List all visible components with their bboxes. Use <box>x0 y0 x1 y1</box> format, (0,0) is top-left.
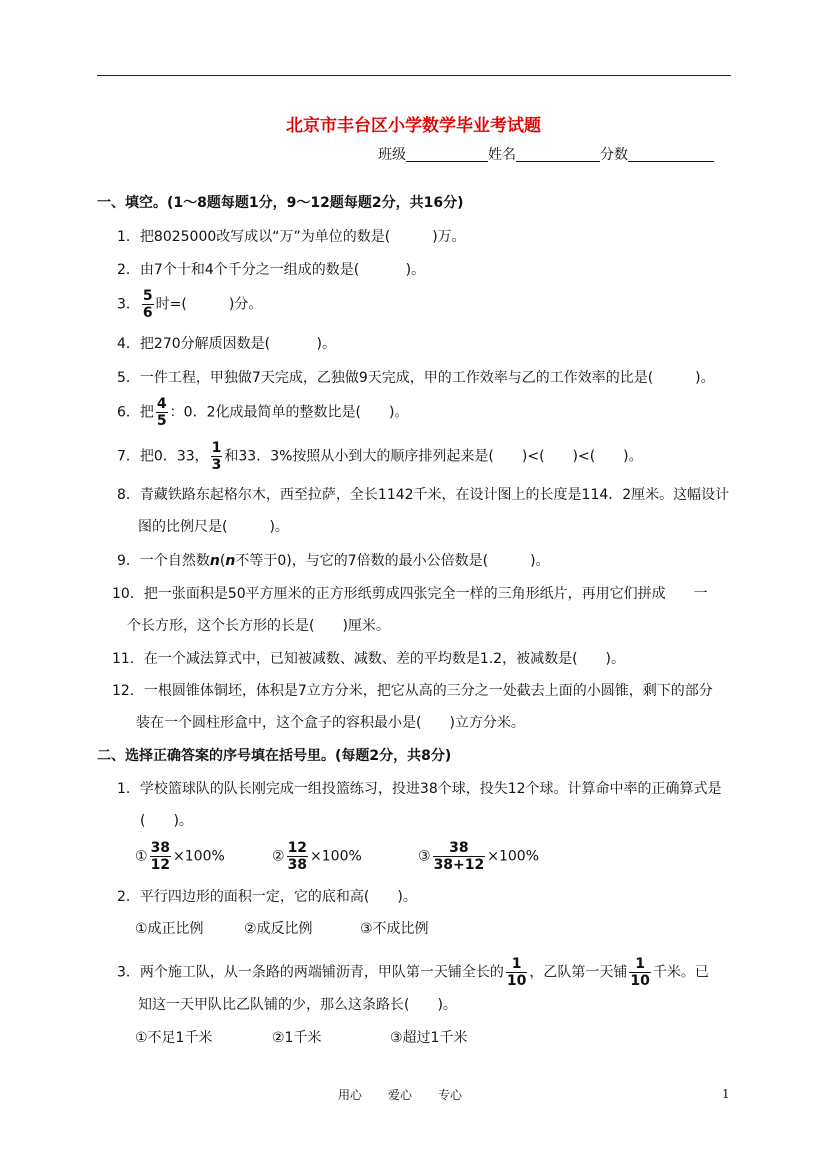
section1-heading: 一、填空。(1～8题每题1分，9～12题每题2分，共16分) <box>97 195 464 211</box>
option-mark: ③ <box>418 848 431 865</box>
fraction-numerator: 12 <box>287 840 308 856</box>
fraction-38-12 <box>150 840 171 873</box>
fraction-denominator: 5 <box>156 413 167 429</box>
question-6-text: ：0．2化成最简单的整数比是( )。 <box>169 404 409 421</box>
class-label: 班级 <box>378 147 406 163</box>
fraction-denominator: 10 <box>506 973 527 989</box>
fraction-denominator: 38+12 <box>433 857 485 873</box>
fraction-numerator: 1 <box>211 440 222 456</box>
fraction-denominator: 10 <box>630 973 650 989</box>
choice-question-1-line-1: 1．学校篮球队的队长刚完成一组投篮练习，投进38个球，投失12个球。计算命中率的正确算式是 <box>117 781 722 797</box>
footer-word-2: 爱心 <box>388 1088 413 1102</box>
question-9-prefix: 9．一个自然数 <box>117 553 210 569</box>
option-mark: ② <box>272 848 285 865</box>
choice-2-option-2: ②成反比例 <box>244 921 313 937</box>
fraction-denominator: 3 <box>211 457 222 473</box>
question-11: 11．在一个减法算式中，已知被减数、减数、差的平均数是1.2，被减数是( )。 <box>112 651 626 667</box>
footer-word-3: 专心 <box>438 1088 463 1102</box>
option-tail: ×100% <box>487 848 540 865</box>
choice-3-option-1: ①不足1千米 <box>135 1030 213 1046</box>
choice-1-option-3 <box>418 840 539 873</box>
question-text: 千米。已 <box>652 964 709 981</box>
fraction-12-38 <box>287 840 308 873</box>
name-blank <box>516 147 600 162</box>
question-1: 1．把8025000改写成以“万”为单位的数是( )万。 <box>117 229 466 245</box>
question-4: 4．把270分解质因数是( )。 <box>117 336 337 352</box>
fraction-numerator: 1 <box>635 956 645 972</box>
question-9-paren: ( <box>219 553 226 569</box>
fraction-5-6 <box>142 288 154 321</box>
class-blank <box>406 147 488 162</box>
fraction-numerator: 1 <box>511 956 522 972</box>
question-6 <box>117 396 408 429</box>
fraction-1-3 <box>211 440 223 473</box>
fraction-4-5 <box>156 396 168 429</box>
question-9 <box>117 552 550 570</box>
question-12-line-2: 装在一个圆柱形盒中，这个盒子的容积最小是( )立方分米。 <box>136 715 525 731</box>
variable-n: n <box>209 553 220 569</box>
page-number: 1 <box>722 1087 730 1101</box>
fraction-1-10 <box>506 956 527 989</box>
option-tail: ×100% <box>173 848 225 865</box>
fraction-denominator: 6 <box>142 305 153 321</box>
question-10-line-1: 10．把一张面积是50平方厘米的正方形纸剪成四张完全一样的三角形纸片，再用它们拼成 一 <box>112 586 708 602</box>
choice-1-option-1 <box>135 840 225 873</box>
question-12-line-1: 12．一根圆锥体铜坯，体积是7立方分米，把它从高的三分之一处截去上面的小圆锥，剩下的部分 <box>112 683 713 699</box>
fraction-numerator: 5 <box>142 288 153 304</box>
fraction-numerator: 38 <box>449 840 469 856</box>
name-label: 姓名 <box>488 147 516 163</box>
fraction-denominator: 38 <box>287 857 308 873</box>
header-rule <box>97 75 731 76</box>
question-3-text: 时=( )分。 <box>155 296 263 313</box>
choice-question-2: 2．平行四边形的面积一定，它的底和高( )。 <box>117 889 417 905</box>
choice-question-3-line-2: 知这一天甲队比乙队铺的少，那么这条路长( )。 <box>138 997 457 1013</box>
option-tail: ×100% <box>310 848 362 865</box>
fraction-numerator: 4 <box>156 396 167 412</box>
question-7-prefix: 7．把0．33， <box>117 448 209 465</box>
score-label: 分数 <box>600 147 628 163</box>
question-7-text: 和33．3%按照从小到大的顺序排列起来是( )<( )<( )。 <box>224 448 643 465</box>
section2-heading: 二、选择正确答案的序号填在括号里。(每题2分，共8分) <box>97 748 452 764</box>
fraction-1-10 <box>629 956 650 989</box>
question-5: 5．一件工程，甲独做7天完成，乙独做9天完成，甲的工作效率与乙的工作效率的比是( )。 <box>117 370 715 386</box>
question-3-number: 3． <box>117 296 140 313</box>
question-6-prefix: 6．把 <box>117 404 154 421</box>
question-text: ，乙队第一天铺 <box>529 964 628 981</box>
fraction-denominator: 12 <box>150 857 171 873</box>
question-2: 2．由7个十和4个千分之一组成的数是( )。 <box>117 262 426 278</box>
choice-1-option-2 <box>272 840 362 873</box>
choice-question-1-line-2: ( )。 <box>140 813 193 829</box>
score-blank <box>628 147 714 162</box>
choice-3-option-2: ②1千米 <box>272 1030 322 1046</box>
choice-2-option-3: ③不成比例 <box>360 921 429 937</box>
question-7 <box>117 440 643 473</box>
choice-2-option-1: ①成正比例 <box>135 921 204 937</box>
footer-word-1: 用心 <box>338 1088 363 1102</box>
choice-question-3-line-1 <box>117 956 709 989</box>
question-9-text: 不等于0)，与它的7倍数的最小公倍数是( )。 <box>235 553 550 569</box>
fraction-38-over-38plus12 <box>433 840 486 873</box>
question-text: 3．两个施工队，从一条路的两端铺沥青，甲队第一天铺全长的 <box>117 964 504 981</box>
variable-n: n <box>225 553 236 569</box>
choice-3-option-3: ③超过1千米 <box>390 1030 468 1046</box>
question-8-line-1: 8．青藏铁路东起格尔木，西至拉萨，全长1142千米，在设计图上的长度是114．2厘米。这幅设计 <box>117 487 730 503</box>
student-info-line <box>378 146 714 164</box>
question-10-line-2: 个长方形，这个长方形的长是( )厘米。 <box>127 618 390 634</box>
question-8-line-2: 图的比例尺是( )。 <box>138 519 289 535</box>
fraction-numerator: 38 <box>150 840 171 856</box>
page-title: 北京市丰台区小学数学毕业考试题 <box>286 116 541 136</box>
option-mark: ① <box>135 848 148 865</box>
question-3 <box>117 288 262 321</box>
